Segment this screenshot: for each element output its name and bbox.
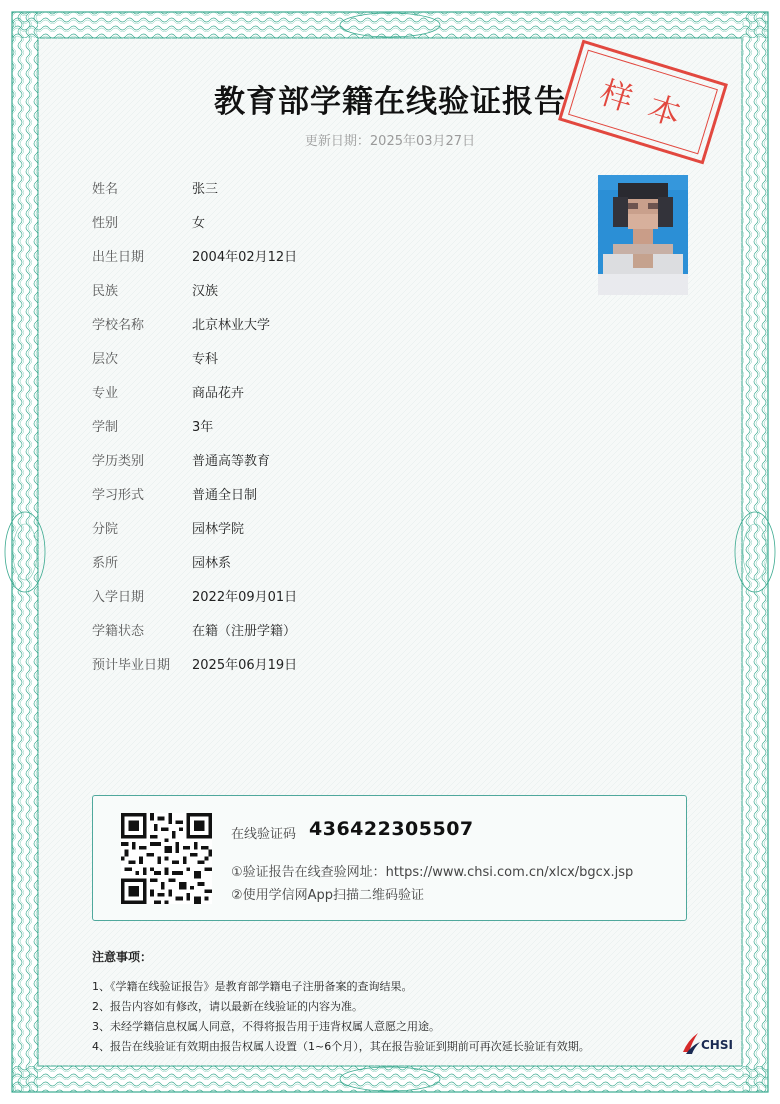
update-date: 更新日期：2025年03月27日 <box>304 134 476 149</box>
field-label: 预计毕业日期 <box>92 658 171 673</box>
field-label: 学籍状态 <box>92 624 145 639</box>
notice-item: 3、未经学籍信息权属人同意，不得将报告用于违背权属人意愿之用途。 <box>92 1020 440 1033</box>
field-label: 出生日期 <box>92 250 145 265</box>
field-label: 层次 <box>92 352 119 367</box>
verification-box <box>92 795 687 921</box>
notice-item: 1、《学籍在线验证报告》是教育部学籍电子注册备案的查询结果。 <box>92 980 413 993</box>
verification-code: 436422305507 <box>309 818 474 840</box>
field-value: 专科 <box>192 352 219 367</box>
field-label: 入学日期 <box>92 590 145 605</box>
verify-app-line: ②使用学信网App扫描二维码验证 <box>231 888 425 903</box>
report-title: 教育部学籍在线验证报告 <box>214 84 566 120</box>
field-label: 系所 <box>92 556 119 571</box>
field-value: 女 <box>192 216 206 231</box>
field-value: 在籍（注册学籍） <box>192 624 297 639</box>
portrait-photo <box>598 175 688 295</box>
field-label: 学校名称 <box>92 318 145 333</box>
field-label: 学制 <box>92 420 119 435</box>
chsi-logo <box>680 1030 732 1056</box>
verify-url-line: ①验证报告在线查验网址：https://www.chsi.com.cn/xlcx/bgcx.jsp <box>231 865 634 880</box>
field-value: 2004年02月12日 <box>192 250 298 265</box>
qr-code-icon[interactable] <box>121 813 212 904</box>
stamp-text: 样本 <box>595 73 703 139</box>
field-label: 民族 <box>92 284 119 299</box>
field-value: 汉族 <box>192 284 219 299</box>
logo-text: CHSI <box>701 1038 733 1052</box>
field-label: 分院 <box>92 522 119 537</box>
field-value: 2025年06月19日 <box>192 658 298 673</box>
field-label: 学习形式 <box>92 488 145 503</box>
notice-item: 4、报告在线验证有效期由报告权属人设置（1~6个月），其在报告验证到期前可再次延长验证有效期。 <box>92 1040 590 1053</box>
field-value: 张三 <box>192 182 219 197</box>
verification-code-label: 在线验证码 <box>231 827 297 842</box>
field-value: 北京林业大学 <box>192 318 271 333</box>
notice-title: 注意事项： <box>92 950 153 964</box>
field-label: 学历类别 <box>92 454 145 469</box>
field-value: 普通全日制 <box>192 488 258 503</box>
chsi-logo-icon <box>680 1030 702 1056</box>
field-value: 3年 <box>192 420 214 435</box>
field-label: 姓名 <box>92 182 119 197</box>
field-value: 商品花卉 <box>192 386 245 401</box>
field-label: 性别 <box>92 216 119 231</box>
notice-item: 2、报告内容如有修改，请以最新在线验证的内容为准。 <box>92 1000 363 1013</box>
field-value: 园林系 <box>192 556 232 571</box>
field-value: 2022年09月01日 <box>192 590 298 605</box>
portrait-photo-icon <box>598 175 688 295</box>
field-label: 专业 <box>92 386 119 401</box>
field-value: 普通高等教育 <box>192 454 271 469</box>
field-value: 园林学院 <box>192 522 245 537</box>
